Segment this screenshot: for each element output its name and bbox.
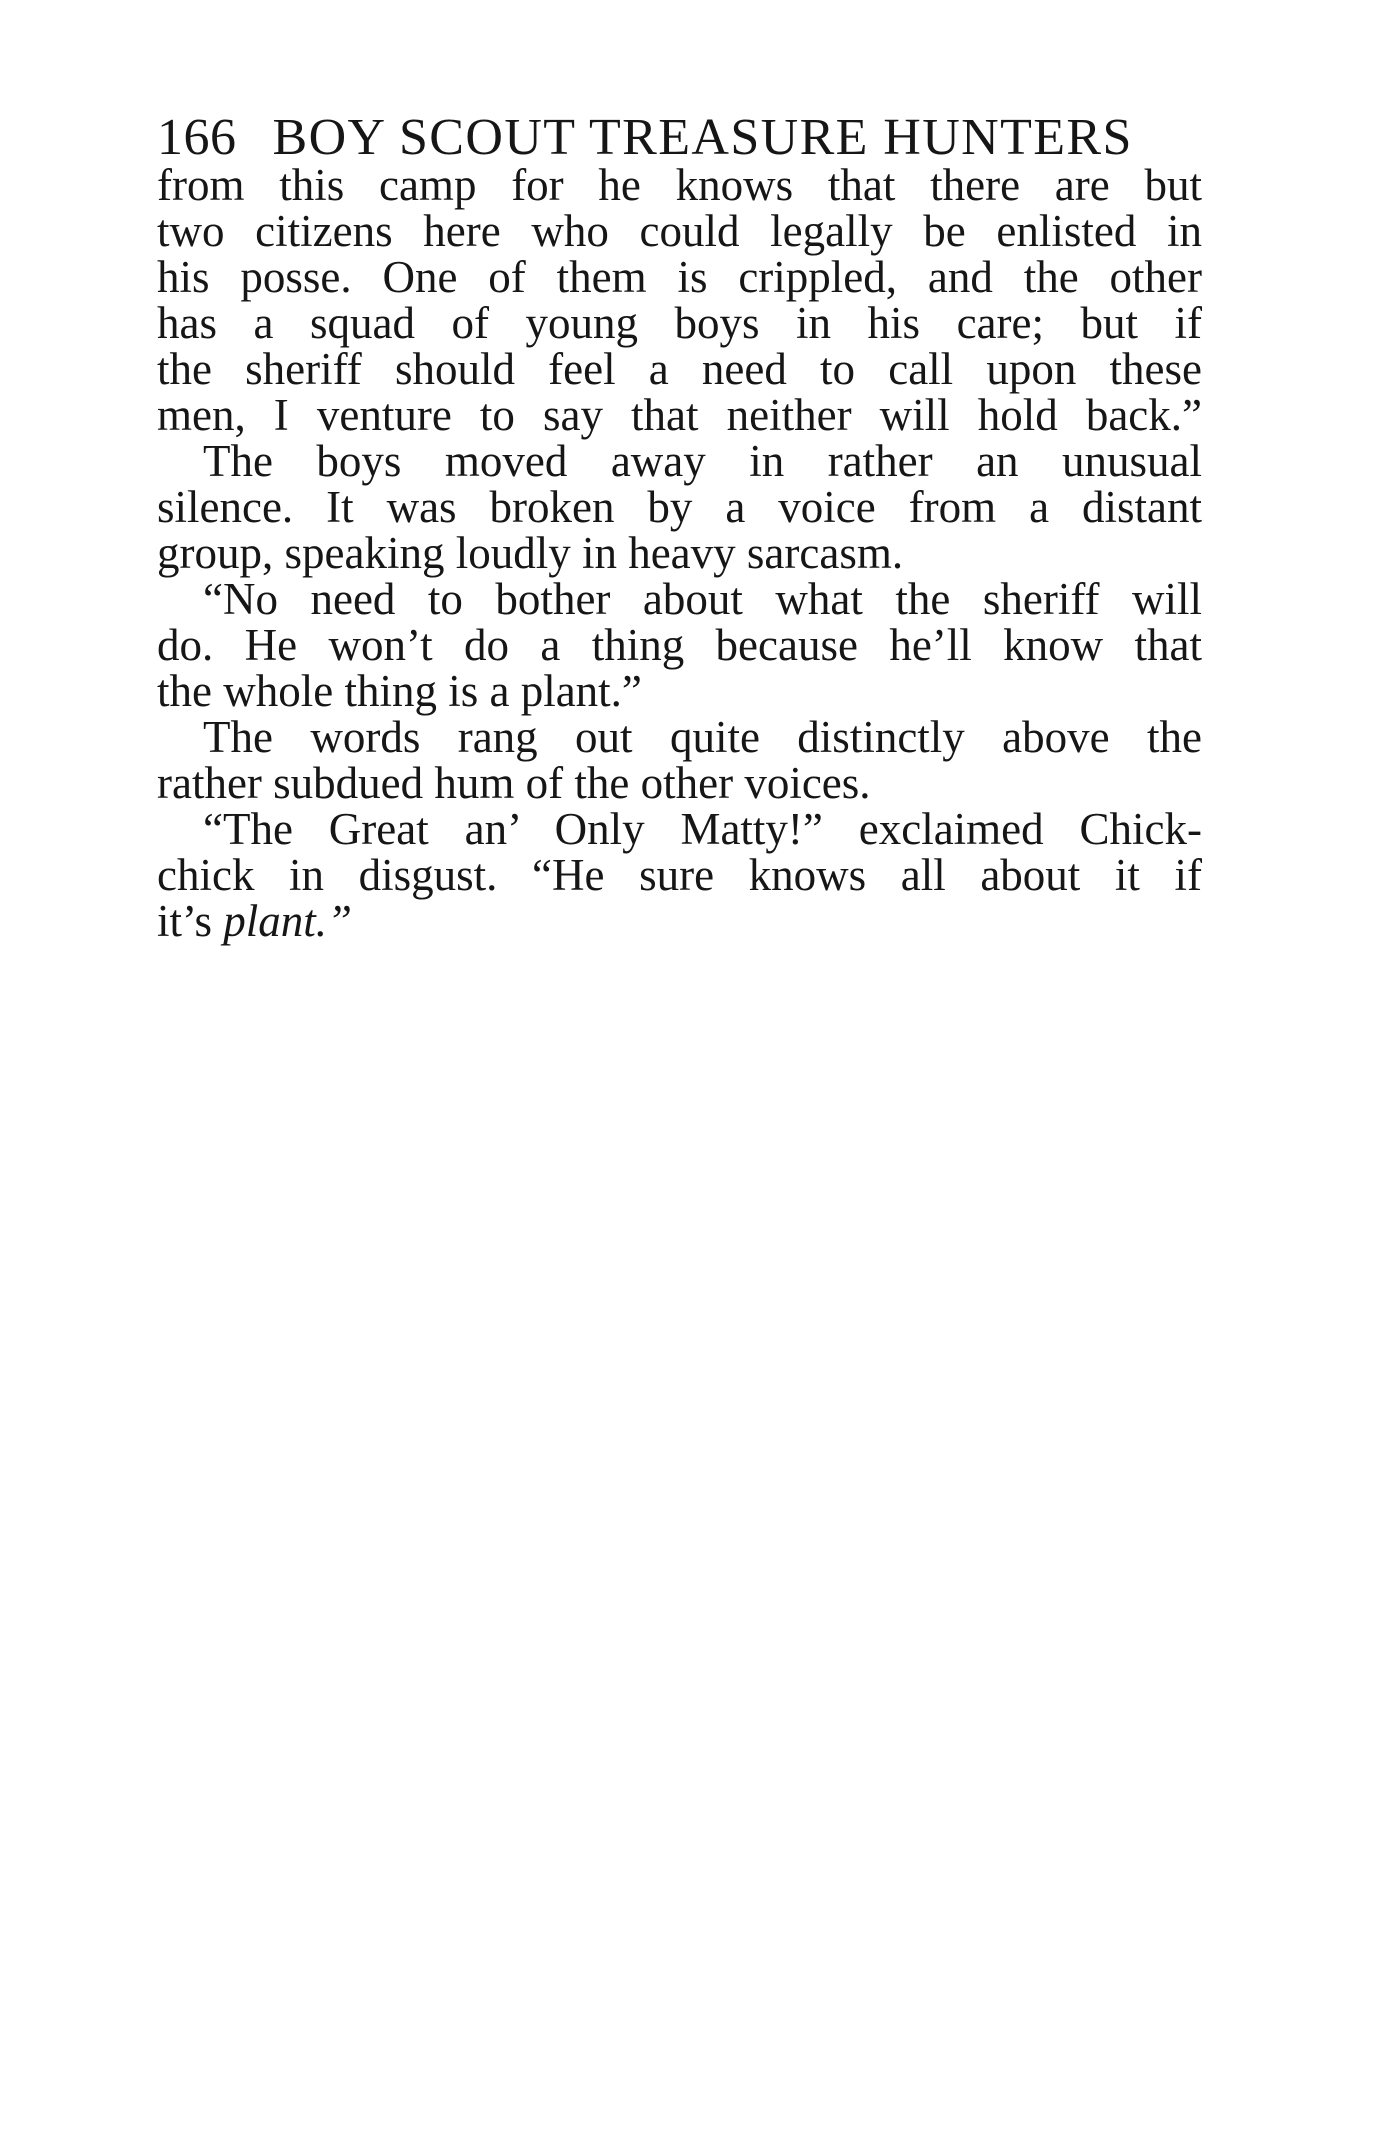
text-line: his posse. One of them is crippled, and the other — [157, 252, 1202, 302]
text-line-last — [157, 891, 1202, 951]
running-title: BOY SCOUT TREASURE HUNTERS — [272, 109, 1133, 166]
text-line: The boys moved away in rather an unusual — [203, 436, 1202, 486]
text-line: the sheriff should feel a need to call upon these — [157, 344, 1202, 394]
text-line: The words rang out quite distinctly above the — [203, 712, 1202, 762]
italic-word: plant.” — [223, 896, 353, 946]
text-line: from this camp for he knows that there are but — [157, 160, 1202, 210]
text-line: silence. It was broken by a voice from a distant — [157, 482, 1202, 532]
text-line: men, I venture to say that neither will hold back.” — [157, 390, 1202, 440]
text-line: two citizens here who could legally be enlisted in — [157, 206, 1202, 256]
page-number: 166 — [157, 109, 237, 166]
text-line: rather subdued hum of the other voices. — [157, 758, 871, 808]
text-line: do. He won’t do a thing because he’ll know that — [157, 620, 1202, 670]
text-line: chick in disgust. “He sure knows all about it if — [157, 850, 1202, 900]
text-line: the whole thing is a plant.” — [157, 666, 642, 716]
text-line: group, speaking loudly in heavy sarcasm. — [157, 528, 904, 578]
text-line: it’s — [157, 896, 224, 946]
text-line: “The Great an’ Only Matty!” exclaimed Chick- — [203, 804, 1202, 854]
text-line: has a squad of young boys in his care; but if — [157, 298, 1202, 348]
text-line: “No need to bother about what the sheriff will — [203, 574, 1202, 624]
